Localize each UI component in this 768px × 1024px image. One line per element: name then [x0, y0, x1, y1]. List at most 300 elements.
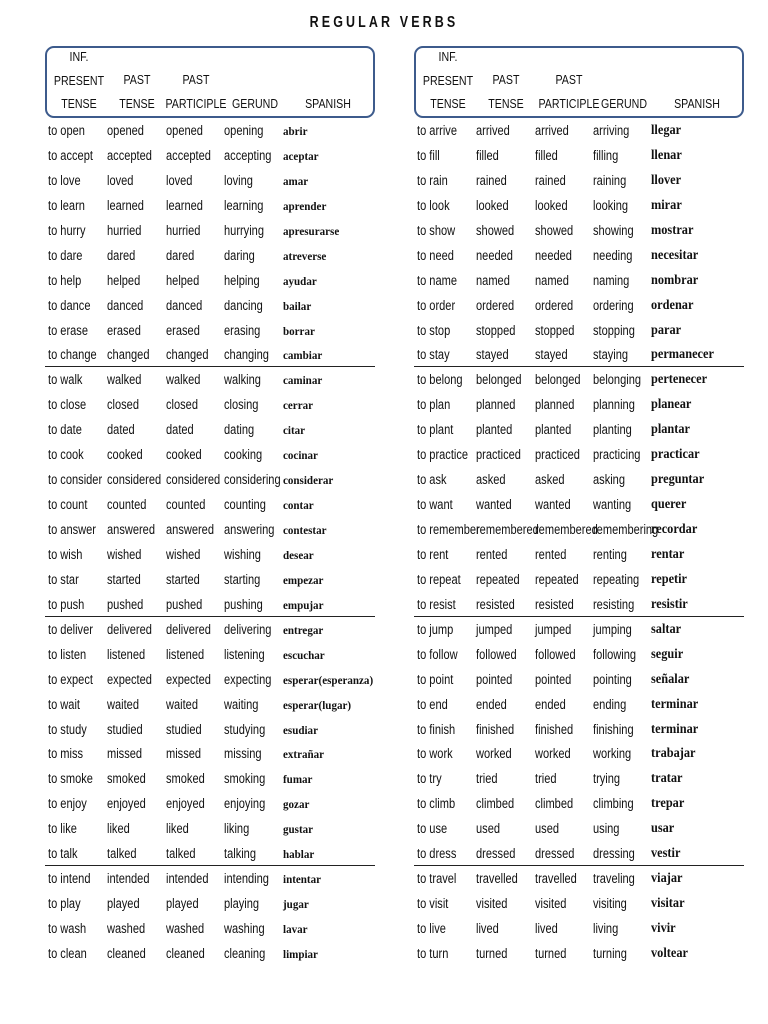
spanish-cell: practicar [651, 447, 700, 463]
header-spanish [659, 48, 736, 116]
spanish-cell: usar [651, 821, 675, 837]
spanish-cell: mostrar [651, 222, 694, 238]
table-row [414, 118, 744, 143]
table-row [45, 318, 375, 343]
table-row [414, 667, 744, 692]
past-cell: repeated [476, 571, 520, 587]
participle-cell: dressed [535, 846, 575, 862]
gerund-cell: looking [593, 197, 629, 213]
participle-cell: opened [166, 123, 203, 138]
infinitive-cell: to order [417, 297, 456, 313]
infinitive-cell: to plan [417, 397, 451, 413]
table-row [45, 791, 375, 816]
table-row [45, 717, 375, 742]
gerund-cell: cooking [224, 447, 263, 463]
table-row [45, 417, 375, 442]
gerund-cell: turning [593, 945, 627, 961]
table-row [45, 692, 375, 717]
table-row [414, 218, 744, 243]
table-row [414, 791, 744, 816]
infinitive-cell: to belong [417, 372, 463, 388]
gerund-cell: erasing [224, 322, 261, 338]
spanish-cell: fumar [283, 772, 313, 787]
participle-cell: travelled [535, 871, 577, 887]
spanish-cell: ordenar [651, 297, 694, 313]
table-row [45, 866, 375, 891]
participle-cell: stopped [535, 322, 575, 338]
table-row [45, 617, 375, 642]
participle-cell: helped [166, 272, 200, 288]
gerund-cell: planting [593, 422, 632, 438]
header-spanish-label: SPANISH [305, 97, 351, 111]
spanish-cell: bailar [283, 298, 312, 313]
spanish-cell: viajar [651, 871, 683, 887]
table-row [45, 243, 375, 268]
infinitive-cell: to ask [417, 472, 447, 488]
past-cell: helped [107, 272, 141, 288]
infinitive-cell: to push [48, 596, 85, 612]
past-cell: delivered [107, 621, 152, 637]
gerund-cell: pointing [593, 671, 632, 687]
past-cell: stayed [476, 347, 509, 363]
gerund-cell: finishing [593, 721, 634, 737]
gerund-cell: washing [224, 921, 265, 936]
spanish-cell: considerar [283, 473, 334, 488]
infinitive-cell: to close [48, 397, 87, 413]
gerund-cell: remembering [593, 522, 659, 537]
gerund-cell: traveling [593, 871, 635, 887]
header-infinitive [54, 48, 105, 116]
table-row [45, 542, 375, 567]
table-row [414, 193, 744, 218]
spanish-cell: contar [283, 498, 314, 513]
spanish-cell: saltar [651, 621, 682, 637]
past-cell: talked [107, 846, 137, 862]
participle-cell: wished [166, 546, 201, 562]
table-row [414, 891, 744, 916]
past-cell: played [107, 896, 140, 912]
table-row [45, 392, 375, 417]
header-past-label: PAST [492, 73, 520, 87]
infinitive-cell: to arrive [417, 123, 458, 138]
participle-cell: visited [535, 896, 567, 912]
gerund-cell: climbing [593, 796, 634, 812]
infinitive-cell: to show [417, 222, 456, 238]
gerund-cell: opening [224, 123, 264, 138]
table-row [414, 741, 744, 766]
gerund-cell: arriving [593, 123, 630, 138]
gerund-cell: visiting [593, 896, 627, 912]
past-cell: used [476, 821, 501, 837]
table-row [414, 916, 744, 941]
table-row [414, 542, 744, 567]
spanish-cell: aceptar [283, 148, 319, 163]
participle-cell: climbed [535, 796, 574, 812]
table-header [414, 46, 744, 118]
past-cell: enjoyed [107, 796, 146, 812]
table-row [414, 941, 744, 966]
gerund-cell: ordering [593, 297, 634, 313]
spanish-cell: aprender [283, 198, 327, 213]
table-row [414, 417, 744, 442]
spanish-cell: mirar [651, 197, 682, 213]
gerund-cell: following [593, 646, 637, 662]
spanish-cell: hablar [283, 847, 315, 862]
past-cell: missed [107, 746, 143, 762]
past-cell: cooked [107, 447, 143, 463]
past-cell: worked [476, 746, 512, 762]
participle-cell: stayed [535, 347, 568, 363]
infinitive-cell: to dress [417, 846, 457, 862]
spanish-cell: desear [283, 547, 314, 562]
participle-cell: used [535, 821, 560, 837]
participle-cell: listened [166, 646, 205, 662]
spanish-cell: plantar [651, 422, 691, 438]
gerund-cell: waiting [224, 696, 259, 712]
past-cell: practiced [476, 447, 521, 463]
participle-cell: looked [535, 197, 568, 213]
past-cell: liked [107, 821, 130, 837]
table-row [45, 517, 375, 542]
participle-cell: remembered [535, 522, 598, 537]
spanish-cell: voltear [651, 945, 688, 961]
infinitive-cell: to stay [417, 347, 450, 363]
table-row [45, 766, 375, 791]
spanish-cell: rentar [651, 546, 685, 562]
table-row [414, 392, 744, 417]
past-cell: finished [476, 721, 515, 737]
past-cell: dated [107, 422, 135, 438]
gerund-cell: raining [593, 172, 627, 188]
past-cell: climbed [476, 796, 515, 812]
gerund-cell: asking [593, 472, 626, 488]
participle-cell: followed [535, 646, 576, 662]
participle-cell: lived [535, 921, 558, 936]
participle-cell: smoked [166, 771, 205, 787]
table-row [45, 841, 375, 866]
infinitive-cell: to use [417, 821, 448, 837]
infinitive-cell: to wash [48, 921, 87, 936]
past-cell: rained [476, 172, 507, 188]
header-participle-label: PARTICIPLE [165, 97, 227, 111]
participle-cell: rained [535, 172, 566, 188]
participle-cell: cleaned [166, 945, 205, 961]
gerund-cell: walking [224, 372, 261, 388]
gerund-cell: answering [224, 522, 275, 537]
verb-rows-left [45, 118, 375, 966]
header-participle-top-label: PAST [182, 73, 210, 87]
infinitive-cell: to date [48, 422, 82, 438]
gerund-cell: dancing [224, 297, 263, 313]
table-row [414, 692, 744, 717]
infinitive-cell: to practice [417, 447, 469, 463]
gerund-cell: loving [224, 172, 253, 188]
spanish-cell: gustar [283, 822, 314, 837]
table-row [414, 318, 744, 343]
header-past-tense-label: TENSE [119, 97, 155, 111]
infinitive-cell: to change [48, 347, 97, 363]
past-cell: named [476, 272, 510, 288]
infinitive-cell: to point [417, 671, 454, 687]
past-cell: travelled [476, 871, 518, 887]
past-cell: expected [107, 671, 152, 687]
infinitive-cell: to travel [417, 871, 457, 887]
gerund-cell: helping [224, 272, 260, 288]
infinitive-cell: to look [417, 197, 450, 213]
participle-cell: needed [535, 247, 572, 263]
participle-cell: enjoyed [166, 796, 205, 812]
table-row [414, 342, 744, 367]
participle-cell: hurried [166, 222, 201, 238]
infinitive-cell: to hurry [48, 222, 86, 238]
past-cell: learned [107, 197, 144, 213]
spanish-cell: visitar [651, 896, 685, 912]
gerund-cell: belonging [593, 372, 642, 388]
infinitive-cell: to need [417, 247, 454, 263]
gerund-cell: playing [224, 896, 260, 912]
table-row [45, 218, 375, 243]
gerund-cell: repeating [593, 571, 640, 587]
spanish-cell: nombrar [651, 272, 699, 288]
gerund-cell: missing [224, 746, 262, 762]
spanish-cell: cocinar [283, 448, 318, 463]
past-cell: cleaned [107, 945, 146, 961]
participle-cell: tried [535, 771, 557, 787]
participle-cell: counted [166, 497, 206, 513]
header-spanish [290, 48, 367, 116]
infinitive-cell: to visit [417, 896, 449, 912]
spanish-cell: parar [651, 322, 682, 338]
participle-cell: erased [166, 322, 200, 338]
past-cell: wanted [476, 497, 512, 513]
gerund-cell: expecting [224, 671, 272, 687]
gerund-cell: liking [224, 821, 250, 837]
table-row [45, 592, 375, 617]
past-cell: belonged [476, 372, 522, 388]
past-cell: stopped [476, 322, 516, 338]
participle-cell: talked [166, 846, 196, 862]
table-row [414, 592, 744, 617]
past-cell: considered [107, 472, 162, 488]
participle-cell: learned [166, 197, 203, 213]
header-inf-label: INF. [438, 50, 458, 64]
participle-cell: jumped [535, 621, 572, 637]
past-cell: jumped [476, 621, 513, 637]
participle-cell: showed [535, 222, 574, 238]
table-row [45, 741, 375, 766]
infinitive-cell: to stop [417, 322, 451, 338]
past-cell: started [107, 571, 141, 587]
participle-cell: cooked [166, 447, 202, 463]
spanish-cell: entregar [283, 622, 324, 637]
gerund-cell: changing [224, 347, 269, 363]
past-cell: followed [476, 646, 517, 662]
table-row [414, 293, 744, 318]
table-row [45, 293, 375, 318]
infinitive-cell: to finish [417, 721, 456, 737]
past-cell: closed [107, 397, 140, 413]
past-cell: remembered [476, 522, 539, 537]
gerund-cell: closing [224, 397, 259, 413]
past-cell: wished [107, 546, 142, 562]
infinitive-cell: to resist [417, 596, 456, 612]
gerund-cell: dressing [593, 846, 635, 862]
spanish-cell: llegar [651, 123, 682, 138]
header-past-label: PAST [123, 73, 151, 87]
participle-cell: delivered [166, 621, 211, 637]
participle-cell: danced [166, 297, 203, 313]
table-row [45, 941, 375, 966]
infinitive-cell: to like [48, 821, 77, 837]
participle-cell: dated [166, 422, 194, 438]
table-row [45, 268, 375, 293]
table-row [45, 567, 375, 592]
infinitive-cell: to wait [48, 696, 81, 712]
infinitive-cell: to help [48, 272, 82, 288]
past-cell: waited [107, 696, 140, 712]
gerund-cell: accepting [224, 147, 272, 163]
table-header [45, 46, 375, 118]
spanish-cell: ayudar [283, 273, 317, 288]
gerund-cell: dating [224, 422, 255, 438]
gerund-cell: filling [593, 147, 619, 163]
gerund-cell: learning [224, 197, 264, 213]
infinitive-cell: to accept [48, 147, 93, 163]
infinitive-cell: to fill [417, 147, 440, 163]
spanish-cell: trepar [651, 796, 685, 812]
verb-rows-right [414, 118, 744, 966]
infinitive-cell: to listen [48, 646, 87, 662]
gerund-cell: showing [593, 222, 634, 238]
spanish-cell: planear [651, 397, 692, 413]
table-row [45, 916, 375, 941]
infinitive-cell: to play [48, 896, 81, 912]
table-row [45, 118, 375, 143]
past-cell: ordered [476, 297, 515, 313]
participle-cell: walked [166, 372, 201, 388]
spanish-cell: tratar [651, 771, 683, 787]
spanish-cell: resistir [651, 596, 688, 612]
table-row [45, 342, 375, 367]
participle-cell: pushed [166, 596, 203, 612]
gerund-cell: trying [593, 771, 621, 787]
past-cell: danced [107, 297, 144, 313]
participle-cell: filled [535, 147, 558, 163]
gerund-cell: hurrying [224, 222, 265, 238]
table-row [414, 467, 744, 492]
infinitive-cell: to expect [48, 671, 93, 687]
table-row [414, 168, 744, 193]
past-cell: pushed [107, 596, 144, 612]
infinitive-cell: to turn [417, 945, 449, 961]
infinitive-cell: to want [417, 497, 453, 513]
spanish-cell: lavar [283, 922, 308, 936]
spanish-cell: extrañar [283, 747, 325, 762]
table-row [414, 642, 744, 667]
header-gerund [600, 48, 648, 116]
header-present-label: PRESENT [53, 73, 105, 88]
infinitive-cell: to end [417, 696, 448, 712]
gerund-cell: pushing [224, 596, 263, 612]
infinitive-cell: to jump [417, 621, 454, 637]
gerund-cell: starting [224, 571, 261, 587]
infinitive-cell: to dance [48, 297, 91, 313]
table-row [45, 667, 375, 692]
verb-table-right [414, 46, 744, 966]
spanish-cell: cambiar [283, 348, 323, 363]
participle-cell: wanted [535, 497, 571, 513]
gerund-cell: jumping [593, 621, 632, 637]
infinitive-cell: to talk [48, 846, 78, 862]
gerund-cell: renting [593, 546, 627, 562]
infinitive-cell: to study [48, 721, 87, 737]
infinitive-cell: to smoke [48, 771, 93, 787]
spanish-cell: terminar [651, 696, 699, 712]
infinitive-cell: to plant [417, 422, 454, 438]
table-row [414, 143, 744, 168]
gerund-cell: smoking [224, 771, 266, 787]
table-row [45, 816, 375, 841]
table-row [414, 243, 744, 268]
spanish-cell: vestir [651, 846, 681, 862]
past-cell: looked [476, 197, 509, 213]
past-cell: hurried [107, 222, 142, 238]
infinitive-cell: to clean [48, 945, 87, 961]
table-row [414, 517, 744, 542]
gerund-cell: wishing [224, 546, 261, 562]
past-cell: dared [107, 247, 136, 263]
participle-cell: waited [166, 696, 199, 712]
spanish-cell: borrar [283, 323, 315, 338]
table-row [414, 268, 744, 293]
spanish-cell: gozar [283, 797, 310, 812]
past-cell: counted [107, 497, 147, 513]
verb-table-left [45, 46, 375, 966]
header-infinitive [423, 48, 474, 116]
gerund-cell: listening [224, 646, 265, 662]
gerund-cell: living [593, 921, 619, 936]
participle-cell: accepted [166, 147, 211, 163]
spanish-cell: cerrar [283, 398, 314, 413]
participle-cell: belonged [535, 372, 581, 388]
gerund-cell: talking [224, 846, 257, 862]
gerund-cell: enjoying [224, 796, 266, 812]
past-cell: walked [107, 372, 142, 388]
participle-cell: answered [166, 522, 215, 537]
header-participle [538, 48, 600, 116]
infinitive-cell: to answer [48, 522, 96, 537]
participle-cell: ordered [535, 297, 574, 313]
participle-cell: worked [535, 746, 571, 762]
infinitive-cell: to learn [48, 197, 85, 213]
header-spanish-label: SPANISH [674, 97, 720, 111]
past-cell: changed [107, 347, 150, 363]
spanish-cell: limpiar [283, 946, 318, 961]
table-row [45, 168, 375, 193]
gerund-cell: ending [593, 696, 627, 712]
header-past [113, 48, 161, 116]
gerund-cell: considering [224, 472, 281, 488]
past-cell: loved [107, 172, 134, 188]
table-row [45, 442, 375, 467]
participle-cell: named [535, 272, 569, 288]
past-cell: listened [107, 646, 146, 662]
spanish-cell: abrir [283, 124, 308, 138]
header-gerund-label: GERUND [600, 97, 648, 111]
infinitive-cell: to open [48, 123, 85, 138]
gerund-cell: counting [224, 497, 266, 513]
infinitive-cell: to climb [417, 796, 456, 812]
